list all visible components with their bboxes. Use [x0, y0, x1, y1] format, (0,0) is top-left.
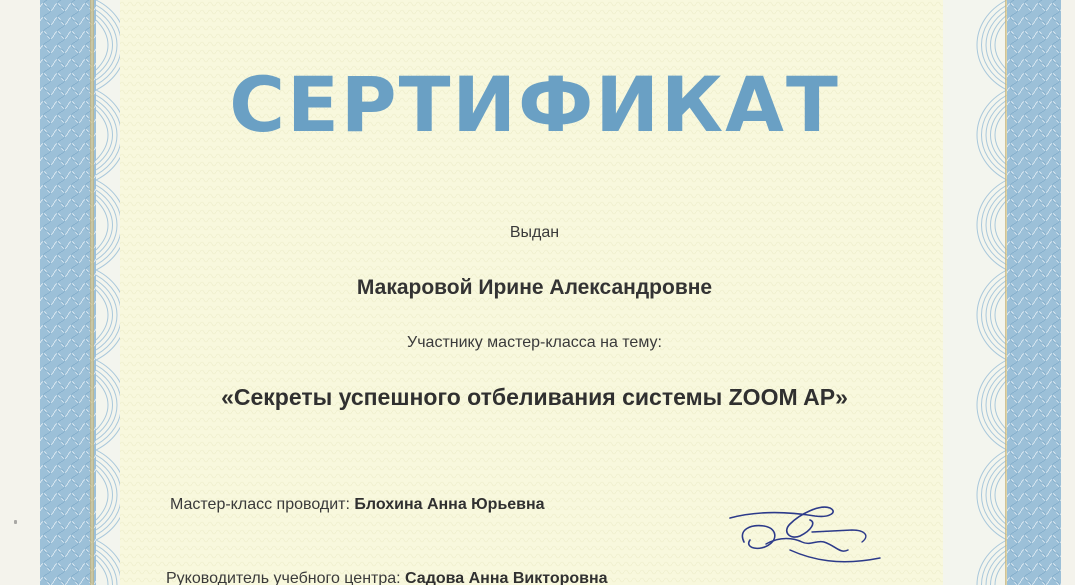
- instructor-line: [170, 496, 545, 514]
- left-border-band: [40, 0, 96, 585]
- role-text: Участнику мастер-класса на тему:: [407, 334, 662, 351]
- scan-dust-mark: [14, 520, 17, 524]
- masterclass-topic: «Секреты успешного отбеливания системы ZOOM AP»: [221, 384, 848, 410]
- certificate-title: СЕРТИФИКАТ: [229, 60, 840, 149]
- signature-image: [720, 500, 900, 576]
- instructor-name: Блохина Анна Юрьевна: [354, 496, 545, 513]
- right-border-band: [1007, 0, 1061, 585]
- issued-label: Выдан: [509, 224, 560, 241]
- right-inner-guilloche: [943, 0, 1007, 585]
- left-gold-line: [90, 0, 94, 585]
- instructor-label: Мастер-класс проводит:: [170, 496, 350, 513]
- right-border-pattern: [1007, 0, 1061, 585]
- head-line: [166, 570, 608, 585]
- left-border-pattern: [40, 0, 96, 585]
- recipient-name: Макаровой Ирине Александровне: [356, 276, 713, 299]
- head-label: Руководитель учебного центра:: [166, 570, 401, 585]
- head-name: Садова Анна Викторовна: [405, 570, 608, 585]
